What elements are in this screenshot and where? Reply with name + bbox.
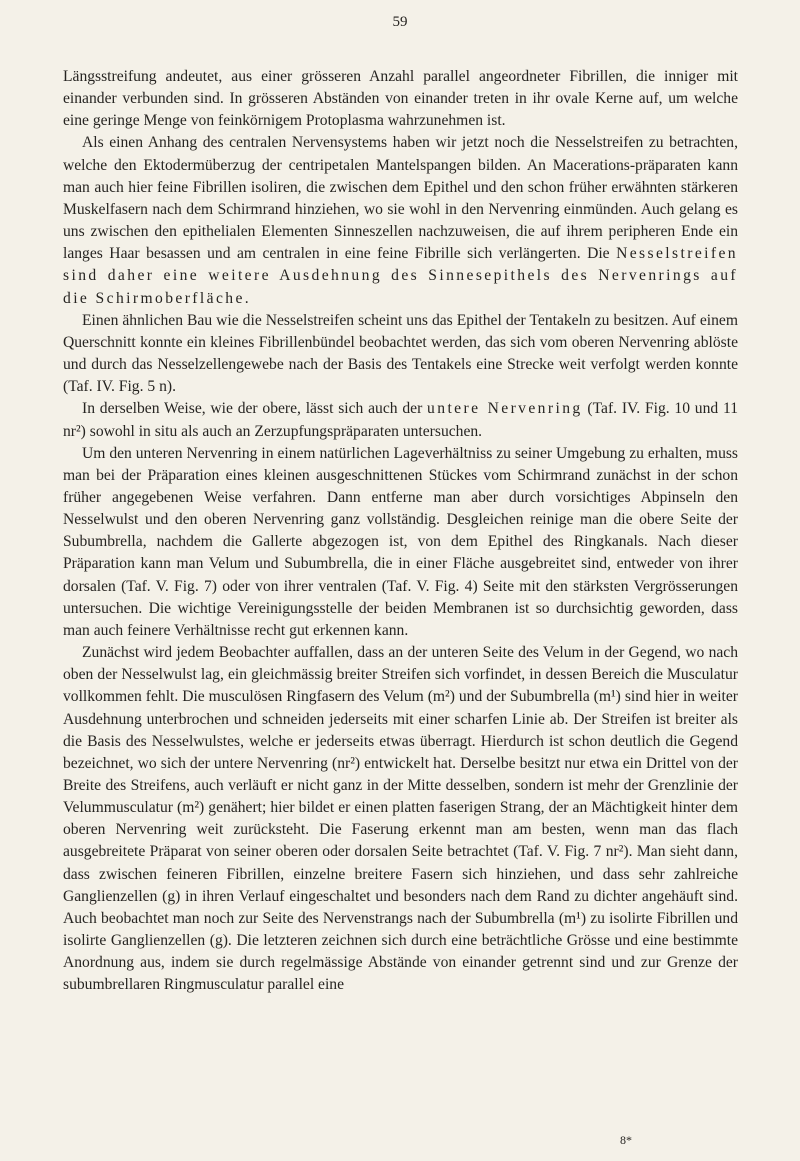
signature-mark: 8* (620, 1133, 632, 1147)
emphasized-text: untere Nervenring (427, 400, 583, 418)
text-run: In derselben Weise, wie der obere, lässt sich auch der (82, 400, 428, 418)
paragraph (63, 398, 738, 442)
text-run: Als einen Anhang des centralen Nervensystems haben wir jetzt noch die Nesselstreifen zu betrachten, welche den Ektodermüberzug der centripetalen Mantelspangen bilden. An Macerations-präparaten kann man auch hier feine Fibrillen isoliren, die zwischen dem Epithel und den schon früher erwähnten stärkeren Muskelfasern nach dem Schirmrand hinziehen, wo sie wohl in den Nervenring einmünden. Auch gelang es uns zwischen den epithelialen Elementen Sinneszellen nachzuweisen, die auf ihrem peripheren Ende ein langes Haar besassen und am centralen in eine feine Fibrille sich verlängerten. Die (63, 134, 738, 263)
paragraph (63, 443, 738, 642)
body-text (63, 66, 738, 997)
text-run: Zunächst wird jedem Beobachter auffallen, dass an der unteren Seite des Velum in der Gegend, wo nach oben der Nesselwulst lag, ein gleichmässig breiter Streifen sich vorfindet, in dessen Bereich die Musculatur vollkommen fehlt. Die musculösen Ringfasern des Velum (m²) und der Subumbrella (m¹) sind hier in weiter Ausdehnung unterbrochen und schneiden jederseits mit einer scharfen Linie ab. Der Streifen ist breiter als die Basis des Nesselwulstes, welche er jederseits etwas überragt. Hierdurch ist schon deutlich die Gegend bezeichnet, wo sich der untere Nervenring (nr²) entwickelt hat. Derselbe besitzt nur etwa ein Drittel von der Breite des Streifens, auch verläuft er nicht ganz in der Mitte desselben, sondern ist mehr der Grenzlinie der Velummusculatur (m²) genähert; hier bildet er einen platten faserigen Strang, der an Mächtigkeit hinter dem oberen Nervenring weit zurücksteht. Die Faserung erkennt man am besten, wenn man das flach ausgebreitete Präparat von seiner oberen oder dorsalen Seite betrachtet (Taf. V. Fig. 7 nr²). Man sieht dann, dass zwischen feineren Fibrillen, einzelne breitere Fasern sich hinziehen, und dass sehr zahlreiche Ganglienzellen (g) in ihren Verlauf eingeschaltet und besonders nach dem Rand zu dichter angehäuft sind. Auch beobachtet man noch zur Seite des Nervenstrangs nach der Subumbrella (m¹) zu isolirte Fibrillen und isolirte Ganglienzellen (g). Die letzteren zeichnen sich durch eine beträchtliche Grösse und eine bestimmte Anordnung aus, indem sie durch regelmässige Abstände von einander getrennt sind und zur Grenze der subumbrellaren Ringmusculatur parallel eine (63, 644, 738, 994)
text-run: Einen ähnlichen Bau wie die Nesselstreifen scheint uns das Epithel der Tentakeln zu besitzen. Auf einem Querschnitt konnte ein kleines Fibrillenbündel beobachtet werden, das sich vom oberen Nervenring ablöste und durch das Nesselzellengewebe nach der Basis des Tentakels eine Strecke weit verfolgt werden konnte (Taf. IV. Fig. 5 n). (63, 311, 738, 396)
text-run: Längsstreifung andeutet, aus einer grösseren Anzahl parallel angeordneter Fibrillen, die inniger mit einander verbunden sind. In grösseren Abständen von einander treten in ihr ovale Kerne auf, um welche eine geringe Menge von feinkörnigem Protoplasma wahrzunehmen ist. (63, 68, 738, 130)
paragraph (63, 132, 738, 309)
emphasized-text: Nesselstreifen sind daher eine weitere Ausdehnung des Sinnesepithels des Nervenrings auf die Schirmoberfläche. (63, 245, 738, 307)
text-run: (Taf. IV. Fig. 10 und 11 nr²) sowohl in situ als auch an Zerzupfungspräparaten untersuchen. (63, 400, 738, 440)
paragraph (63, 66, 738, 132)
paragraph (63, 310, 738, 399)
paragraph (63, 642, 738, 997)
text-run: Um den unteren Nervenring in einem natürlichen Lageverhältniss zu seiner Umgebung zu erhalten, muss man bei der Präparation eines kleinen ausgeschnittenen Stückes vom Schirmrand zunächst in der schon früher angegebenen Weise verfahren. Dann entferne man aber durch vorsichtiges Abpinseln den Nesselwulst und den oberen Nervenring ganz vollständig. Desgleichen reinige man die obere Seite der Subumbrella, nachdem die Gallerte abgezogen ist, von dem Epithel des Ringkanals. Nach dieser Präparation kann man Velum und Subumbrella, die in einer Fläche ausgebreitet sind, entweder von ihrer dorsalen (Taf. V. Fig. 7) oder von ihrer ventralen (Taf. V. Fig. 4) Seite mit den stärksten Vergrösserungen untersuchen. Die wichtige Vereinigungsstelle der beiden Membranen ist so durchsichtig geworden, dass man auch feinere Verhältnisse recht gut erkennen kann. (63, 444, 738, 639)
page-number: 59 (392, 14, 408, 30)
